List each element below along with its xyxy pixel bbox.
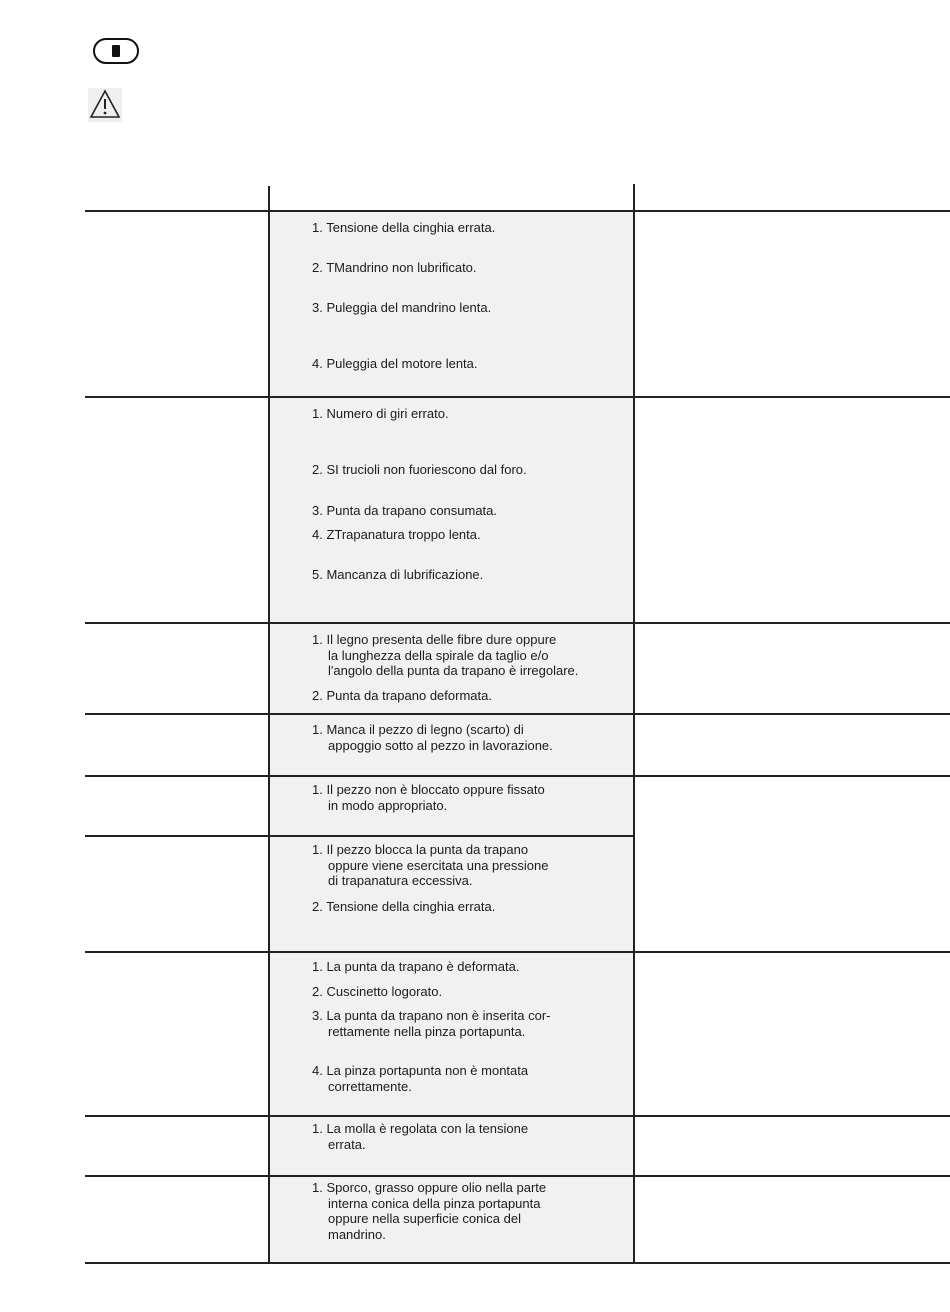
column-divider-left <box>268 186 270 1264</box>
cause-item: 1. Numero di giri errato. <box>312 406 449 421</box>
row-divider <box>85 835 635 837</box>
cause-item: 2. Cuscinetto logorato. <box>312 984 443 999</box>
cause-item: 1. Tensione della cinghia errata. <box>312 220 496 235</box>
cause-item: 2. Punta da trapano deformata. <box>312 688 492 703</box>
row-divider <box>85 713 950 715</box>
cause-item: 4. ZTrapanatura troppo lenta. <box>312 527 481 542</box>
cause-item: 1. Sporco, grasso oppure olio nella parte interna conica della pinza portapunta oppure nella superficie conica del mandrino. <box>312 1180 547 1242</box>
cause-item: 1. Il pezzo non è bloccato oppure fissato in modo appropriato. <box>312 782 545 813</box>
row-divider <box>85 396 950 398</box>
cause-item: 1. Il legno presenta delle fibre dure oppure la lunghezza della spirale da taglio e/o l'angolo della punta da trapano è irregolare. <box>312 632 579 678</box>
column-divider-right <box>633 184 635 1264</box>
cause-item: 5. Mancanza di lubrificazione. <box>312 567 484 582</box>
row-divider <box>85 775 950 777</box>
cause-item: 2. TMandrino non lubrificato. <box>312 260 477 275</box>
cause-item: 2. SI trucioli non fuoriescono dal foro. <box>312 462 527 477</box>
row-divider <box>85 951 950 953</box>
warning-triangle-icon <box>88 88 122 122</box>
cause-item: 1. La molla è regolata con la tensione errata. <box>312 1121 529 1152</box>
language-badge <box>93 38 139 64</box>
cause-item: 4. La pinza portapunta non è montata correttamente. <box>312 1063 529 1094</box>
cause-item: 3. Puleggia del mandrino lenta. <box>312 300 492 315</box>
cause-item: 3. Punta da trapano consumata. <box>312 503 498 518</box>
row-divider <box>85 1175 950 1177</box>
cause-item: 1. Il pezzo blocca la punta da trapano oppure viene esercitata una pressione di trapanatura eccessiva. <box>312 842 549 888</box>
cause-item: 1. Manca il pezzo di legno (scarto) di appoggio sotto al pezzo in lavorazione. <box>312 722 553 753</box>
row-divider <box>85 1262 950 1264</box>
cause-item: 3. La punta da trapano non è inserita cor- rettamente nella pinza portapunta. <box>312 1008 551 1039</box>
cause-item: 4. Puleggia del motore lenta. <box>312 356 478 371</box>
row-divider <box>85 210 950 212</box>
cause-item: 2. Tensione della cinghia errata. <box>312 899 496 914</box>
row-divider <box>85 1115 950 1117</box>
row-divider <box>85 622 950 624</box>
cause-item: 1. La punta da trapano è deformata. <box>312 959 520 974</box>
